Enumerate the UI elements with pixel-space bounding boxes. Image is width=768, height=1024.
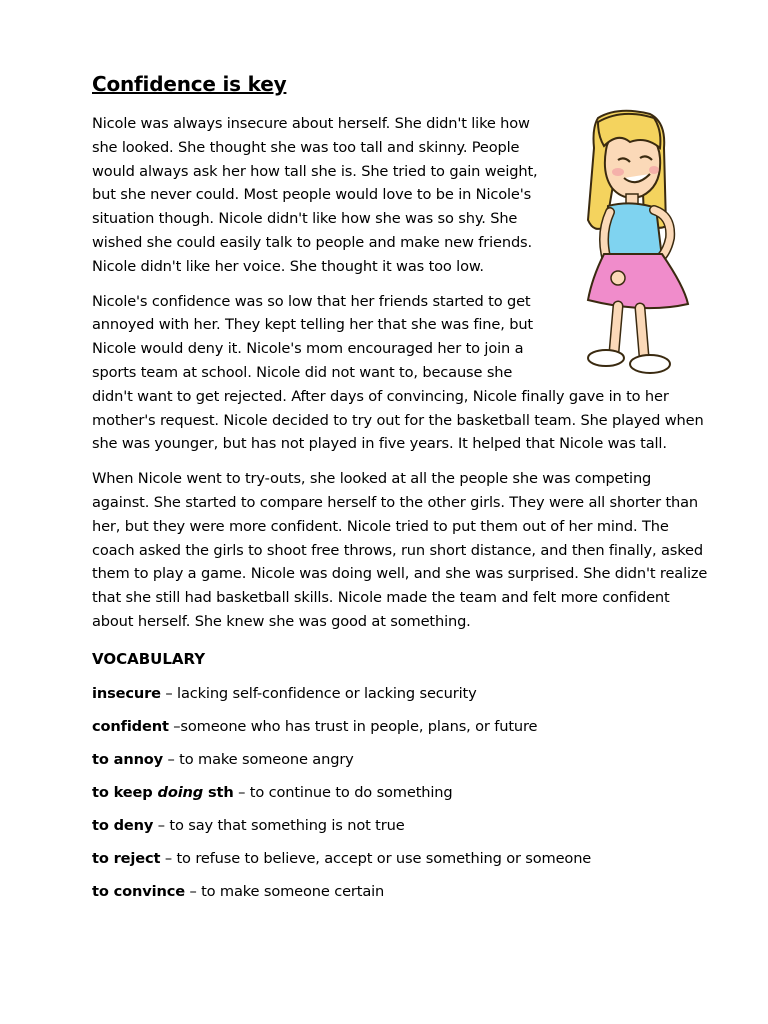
vocab-term: to annoy bbox=[92, 750, 164, 768]
vocab-item-to-annoy bbox=[92, 748, 712, 772]
vocab-definition: – lacking self-confidence or lacking security bbox=[160, 684, 477, 702]
vocab-definition: –someone who has trust in people, plans, or future bbox=[168, 717, 538, 735]
shy-girl-cartoon-icon bbox=[558, 108, 718, 378]
vocab-term-italic: doing bbox=[157, 783, 204, 801]
story-paragraph-1: Nicole was always insecure about herself. She didn't like how she looked. She thought she was too tall and skinny. People would always ask her how tall she is. She tried to gain weight, but she never could. Most people would love to be in Nicole's situation though. Nicole didn't like how she was so shy. She wished she could easily talk to people and make new friends. Nicole didn't like her voice. She thought it was too low. bbox=[92, 115, 538, 275]
vocab-definition: – to refuse to believe, accept or use something or someone bbox=[160, 849, 592, 867]
vocab-term-post: sth bbox=[203, 783, 234, 801]
shy-girl-illustration bbox=[558, 108, 718, 378]
vocab-term: to reject bbox=[92, 849, 161, 867]
document-page bbox=[92, 70, 712, 913]
vocab-item-to-convince bbox=[92, 880, 712, 904]
vocab-item-to-keep-doing bbox=[92, 781, 712, 805]
vocab-term: to convince bbox=[92, 882, 185, 900]
vocab-item-to-deny bbox=[92, 814, 712, 838]
document-title: Confidence is key bbox=[92, 72, 287, 96]
vocab-definition: – to make someone angry bbox=[163, 750, 354, 768]
vocab-definition: – to say that something is not true bbox=[153, 816, 405, 834]
vocab-term bbox=[92, 784, 234, 801]
vocab-item-to-reject bbox=[92, 847, 712, 871]
vocab-term-pre: to keep bbox=[92, 783, 158, 801]
vocab-item-insecure bbox=[92, 682, 712, 706]
story-paragraph-2: Nicole's confidence was so low that her friends started to get annoyed with her. They kept telling her that she was fine, but Nicole would deny it. Nicole's mom encouraged her to join a sports team at school. Nicole did not want to, because she didn't want to get rejected. After days of convincing, Nicole finally gave in to her mother's request. Nicole decided to try out for the basketball team. She played when she was younger, but has not played in five years. It helped that Nicole was tall. bbox=[92, 292, 704, 453]
vocab-item-confident bbox=[92, 715, 712, 739]
vocab-term: insecure bbox=[92, 684, 161, 702]
vocabulary-heading: VOCABULARY bbox=[92, 649, 206, 668]
vocab-definition: – to continue to do something bbox=[233, 783, 453, 801]
vocab-term: to deny bbox=[92, 816, 154, 834]
vocab-definition: – to make someone certain bbox=[184, 882, 385, 900]
story-paragraph-3: When Nicole went to try-outs, she looked at all the people she was competing against. She started to compare herself to the other girls. They were all shorter than her, but they were more confident. Nicole tried to put them out of her mind. The coach asked the girls to shoot free throws, run short distance, and then finally, asked them to play a game. Nicole was doing well, and she was surprised. She didn't realize that she still had basketball skills. Nicole made the team and felt more confident about herself. She knew she was good at something. bbox=[92, 470, 708, 630]
vocab-term: confident bbox=[92, 717, 169, 735]
